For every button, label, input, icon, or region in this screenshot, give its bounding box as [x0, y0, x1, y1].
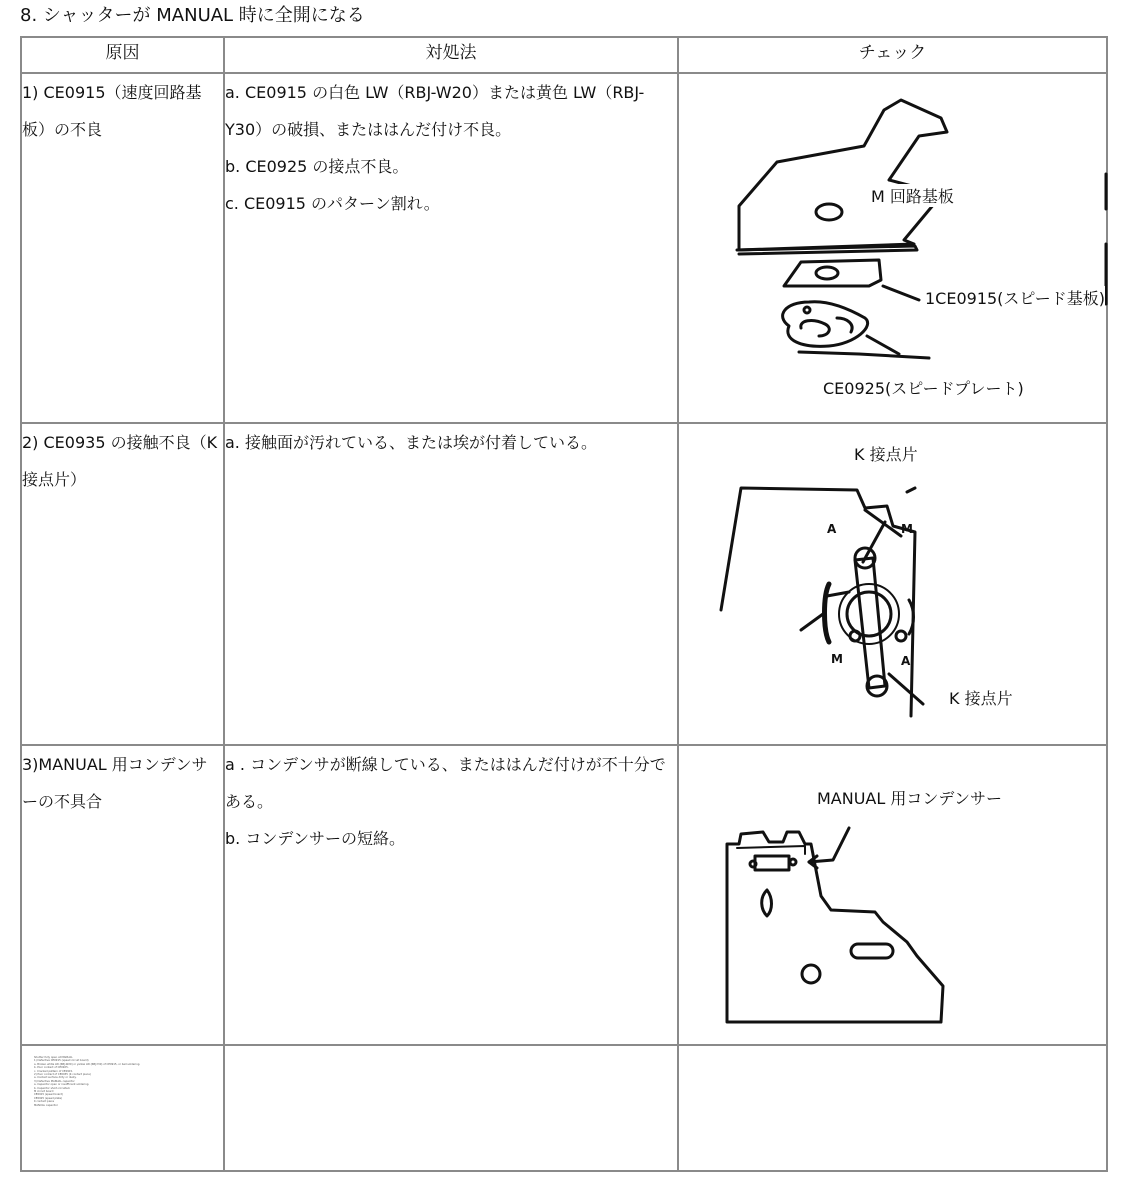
label-k-contact-bottom: K 接点片 — [949, 686, 1013, 709]
header-fix: 対処法 — [224, 37, 678, 73]
tiny-line: b. Capacitor short-circuited. — [34, 1086, 71, 1090]
tiny-line: a. Contact surface dirty or dusty. — [34, 1076, 77, 1080]
tiny-line: M circuit board — [34, 1090, 54, 1094]
tiny-line: c. Cracked pattern of CE0915. — [34, 1069, 73, 1073]
tiny-line: a. Broken white LW (RBJ-W20) or yellow LW (RBJ-Y30) of CE0915, or bad soldering. — [34, 1062, 141, 1066]
k-contact-diagram — [679, 424, 1108, 746]
tiny-line: CE0925 (speed plate) — [34, 1096, 63, 1100]
check-cell — [678, 423, 1107, 745]
tiny-line: b. Poor contact of CE0925. — [34, 1066, 69, 1070]
tiny-line: MANUAL capacitor — [34, 1103, 58, 1107]
label-m-board: M 回路基板 — [871, 184, 954, 207]
fix-item: a. 接触面が汚れている、または埃が付着している。 — [225, 433, 597, 452]
table-row — [21, 423, 1107, 745]
fix-item: a. CE0915 の白色 LW（RBJ-W20）または黄色 LW（RBJ-Y30）の破損、またははんだ付け不良。 — [225, 83, 645, 139]
table-row — [21, 73, 1107, 423]
fix-cell — [224, 1045, 678, 1171]
label-k-contact-top: K 接点片 — [854, 442, 918, 465]
tiny-line: CE0915 (speed board) — [34, 1093, 64, 1097]
tiny-line: a. Capacitor open or insufficient soldering. — [34, 1083, 90, 1087]
table-row — [21, 745, 1107, 1045]
cause-cell: 2) CE0935 の接触不良（K 接点片） — [21, 423, 224, 745]
tiny-line: 2) Poor contact of CE0935 (K contact piece) — [34, 1073, 91, 1077]
fix-item: b. コンデンサーの短絡。 — [225, 829, 406, 848]
fix-item: a . コンデンサが断線している、またははんだ付けが不十分である。 — [225, 755, 666, 811]
check-cell — [678, 745, 1107, 1045]
fix-item: c. CE0915 のパターン割れ。 — [225, 194, 440, 213]
label-speed-board: 1CE0915(スピード基板) — [925, 286, 1105, 309]
check-cell — [678, 1045, 1107, 1171]
fix-item: b. CE0925 の接点不良。 — [225, 157, 409, 176]
tiny-notes — [22, 1046, 223, 1107]
speed-board-diagram — [679, 74, 1108, 424]
tiny-line: 3) Defective MANUAL capacitor — [34, 1079, 75, 1083]
tiny-line: Shutter fully open at MANUAL — [34, 1056, 73, 1059]
fix-cell — [224, 423, 678, 745]
label-m: M — [831, 652, 843, 666]
fix-cell — [224, 73, 678, 423]
table-header-row — [21, 37, 1107, 73]
label-speed-plate: CE0925(スピードプレート) — [823, 376, 1024, 399]
header-check: チェック — [678, 37, 1107, 73]
label-a: A — [901, 654, 911, 668]
troubleshooting-table — [20, 36, 1108, 1172]
label-m: M — [901, 522, 913, 536]
cause-cell: 3)MANUAL 用コンデンサーの不具合 — [21, 745, 224, 1045]
table-row — [21, 1045, 1107, 1171]
fix-cell — [224, 745, 678, 1045]
check-cell — [678, 73, 1107, 423]
tiny-line: 1) Defective CE0915 (speed circuit board) — [34, 1059, 89, 1063]
tiny-line: K contact piece — [34, 1100, 55, 1104]
header-cause: 原因 — [21, 37, 224, 73]
cause-cell — [21, 1045, 224, 1171]
label-a: A — [827, 522, 837, 536]
page-title: 8. シャッターが MANUAL 時に全開になる — [20, 5, 365, 26]
label-capacitor: MANUAL 用コンデンサー — [817, 786, 1002, 809]
cause-cell: 1) CE0915（速度回路基板）の不良 — [21, 73, 224, 423]
